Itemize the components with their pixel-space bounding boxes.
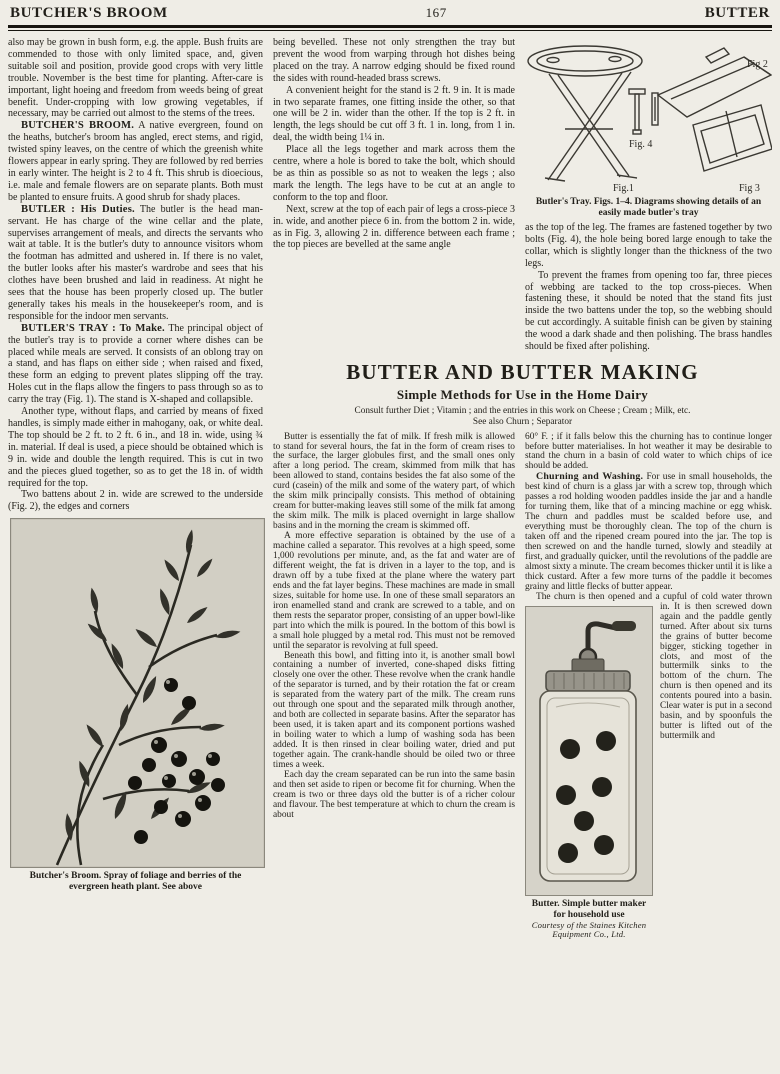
- fig4-label: Fig. 4: [629, 139, 653, 150]
- paragraph: Two battens about 2 in. wide are screwed to the underside (Fig. 2), the edges and corners: [8, 489, 263, 513]
- running-head: [8, 3, 772, 24]
- paragraph: also may be grown in bush form, e.g. the apple. Bush fruits are commended to those with only limited space, and, given suitable soil and position, provide good crops with very little trouble. November is the best time for planting. After-care is important, light hoeing and freedom from weeds being of great benefit. Under-cropping with low growing vegetables, if necessary, may be carried out almost to the stems of the trees.: [8, 37, 263, 120]
- page-number: 167: [425, 5, 447, 20]
- top-row: [273, 37, 772, 353]
- paragraph: Place all the legs together and mark across them the centre, where a hole is bored to take the bolt, which should be as thin as possible so as not to weaken the legs ; also mark the length. The legs have to be cut at an angle to conform to the top and floor.: [273, 144, 515, 203]
- churn-caption: Butter. Simple butter maker for household use: [531, 898, 647, 920]
- churn-credit: Courtesy of the Staines Kitchen Equipment Co., Ltd.: [531, 919, 647, 940]
- paragraph-headword: BUTLER'S TRAY : To Make.: [21, 322, 165, 334]
- paragraph: 60° F. ; if it falls below this the churning has to continue longer before butter materialises. In hot weather it may be desirable to stand the churn in a basin of cold water to which chips of ice should be added.: [525, 431, 772, 472]
- paragraph: Beneath this bowl, and fitting into it, is another small bowl containing a number of inverted, cone-shaped disks fitting closely one over the other. These revolve when the crank handle of the separator is turned, and by their rotation the fat or cream is separated from the watery part of the milk. The cream runs out through one spout and the separated milk through another, and both are collected in separate basins. After the separator has been used, it is taken apart and its component portions washed in boiling water to which a lump of washing soda has been added. It is then rinsed in clear boiling water, dried and put together again. The crank-handle should be oiled two or three times a week.: [273, 650, 515, 771]
- paragraph: Butter is essentially the fat of milk. If fresh milk is allowed to stand for several hours, the fat in the form of cream rises to the surface, the larger globules first, and the small ones only after a long period. The cream, skimmed from milk that has been allowed to stand, contains besides the fat also some of the curd (casein) of the milk and some of the watery part, of which the skim milk principally consists. This method of obtaining cream for butter-making leaves still some of the milk fat among the skim milk. The milk is placed overnight in large shallow basins and in the morning the cream is skimmed off.: [273, 431, 515, 532]
- paragraph: BUTLER'S TRAY : To Make. The principal object of the butler's tray is to provide a corner where dishes can be placed while meals are served. It consists of an oblong tray on a stand, and has flaps on either side ; when raised and fixed, these form an edging to prevent plates slipping off the tray. Holes cut in the flaps allow the fingers to pass through so as to carry the tray (Fig. 1). The stand is X-shaped and collapsible.: [8, 322, 263, 406]
- paragraph-headword: BUTCHER'S BROOM.: [21, 120, 135, 132]
- consult-line: Consult further Diet ; Vitamin ; and the entries in this work on Cheese ; Cream ; Milk, etc.: [354, 405, 691, 416]
- section-title: BUTTER AND BUTTER MAKING: [346, 359, 699, 384]
- paragraph: Churning and Washing. For use in small households, the best kind of churn is a glass jar with a screw top, through which passes a rod holding wooden paddles inside the jar and a handle for turning them, like that of a mincing machine or egg whisk. The churn and paddles must be scalded before use, and everything must be thoroughly clean. The top of the churn is taken off and the ripened cream poured into the jar. The top is then screwed on and the handle turned, slowly and steadily at first, and gradually quicker, until the revolutions of the paddle are almost sixty a minute. The cream becomes thicker until it is like a thick custard. After a few more turns of the paddle it becomes grainy and little flecks of butter appear.: [525, 471, 773, 592]
- paragraph: A more effective separation is obtained by the use of a machine called a separator. This revolves at a high speed, some 1,000 revolutions per minute, and, as the fat and water are of different weight, the fat is driven in a layer to the top, and is drawn off by a tube fixed at the plane where the watery part ends and the fat layer begins. These machines are made in small sizes, suitable for home use. In one of these small separators an iron enamelled stand and crank are screwed to a table, and on them rests the separator proper, consisting of an upper bowl-like part into which the milk is poured. In the bottom of this bowl is a small hole plugged by a metal rod. This must not be removed until the separator is revolving at full speed.: [273, 531, 515, 651]
- butchers-broom-photo: [10, 518, 265, 868]
- paragraph: A convenient height for the stand is 2 ft. 9 in. It is made in two separate frames, one fitting inside the other, so that one will be 2 in. wider than the other. If the top is 2 ft. in length, the legs should be cut off 3 ft. 1 in. long, from 1 in. deal, the width being 1¼ in.: [273, 84, 515, 144]
- paragraph: Each day the cream separated can be run into the same basin and then set aside to ripen or become fit for churning. When the cream is two or three days old the butter is of a richer colour and flavour. The best temperature at which to churn the cream is about: [273, 769, 515, 820]
- butter-right-text: [525, 433, 772, 942]
- tray-caption: Butler's Tray. Figs. 1–4. Diagrams showing details of an easily made butler's tray: [535, 197, 762, 218]
- plant-caption: Butcher's Broom. Spray of foliage and berries of the evergreen heath plant. See above: [29, 871, 242, 893]
- see-also-line: See also Churn ; Separator: [472, 416, 573, 427]
- paragraph: BUTCHER'S BROOM. A native evergreen, found on the heaths, butcher's broom has angled, erect stems, and rigid, twisted spiny leaves, on the centre of which the greenish white flowers appear in early spring. They are followed by red berries in early winter. The height is 2 to 4 ft. This shrub is dioecious, i.e. male and female flowers are on separate plants. Both must be planted to ensure fruits. A good shrub for shady places.: [8, 120, 263, 203]
- right-column-text: [525, 222, 772, 353]
- butter-left-text: [273, 433, 515, 942]
- middle-column-text: [273, 37, 515, 353]
- paragraph: BUTLER : His Duties. The butler is the head man-servant. He has charge of the wine cellar and the plate, supervises arrangement of meals, and directs the servants who wait at table. It is the butler's duty to announce visitors whom the footman has admitted and ushered in. If there is no valet, the butler looks after his master's wardrobe and sees that his clothes have been brushed and laid in readiness. At night he sees that the house has been properly closed up. The butler generally takes his meals in the housekeeper's room, and is responsible for the indoor men servants.: [8, 203, 264, 322]
- fig2-label: Fig 2: [747, 59, 768, 70]
- cross-references: [273, 406, 772, 428]
- right-column: [525, 37, 772, 353]
- paragraph: as the top of the leg. The frames are fastened together by two bolts (Fig. 4), the hole being bored large enough to take the collar, which is slightly longer than the thickness of the two legs.: [525, 222, 772, 269]
- wrap-paragraph-start: The churn is then opened and a cupful of: [536, 591, 699, 602]
- churning-wrap-paragraph: [525, 591, 773, 940]
- butter-section-header: [273, 360, 772, 428]
- paragraph: being bevelled. These not only strengthen the tray but prevent the wood from warping through hot dishes being placed on the tray. A narrow edging should be fixed round the sides with round-headed brass screws.: [273, 37, 515, 84]
- left-column-text: [8, 37, 263, 513]
- header-rule: [8, 25, 772, 31]
- paragraph: Next, screw at the top of each pair of legs a cross-piece 3 in. wide, and another piece 6 in. from the bottom 2 in. wide, as in Fig. 3, allowing 2 in. difference between each frame ; the top pieces are bevelled at the same angle: [273, 203, 515, 251]
- paragraph: To prevent the frames from opening too far, three pieces of webbing are tacked to the top cross-pieces. When fastening these, it should be noted that the stand fits just inside the two battens under the top, so the webbing should be cut accordingly. A suitable finish can be given by staining the wood a dark shade and then polishing. The brass handles should be fixed after polishing.: [525, 269, 772, 353]
- paragraph-headword: BUTLER : His Duties.: [21, 203, 135, 215]
- fig1-label: Fig.1: [613, 183, 634, 194]
- left-column: [8, 37, 263, 942]
- butter-columns: [273, 433, 772, 942]
- page-columns: [8, 37, 772, 942]
- butter-right-paragraphs: [525, 433, 772, 593]
- churn-photo: [525, 606, 653, 896]
- running-head-right: BUTTER: [704, 5, 770, 21]
- paragraph: Another type, without flaps, and carried by means of fixed handles, is simply made either in mahogany, oak, or white deal. The top should be 2 ft. to 2 ft. 6 in., and 18 in. wide, using ¾ in. material. If deal is used, a piece should be obtained which is 9 in. wide and double the length required. This is cut in two and the pieces glued together, so as to get the 18 in. of width required for the top.: [8, 406, 263, 489]
- wrap-paragraph-rest: cold water thrown in. It is then screwed down again and the paddle gently turned. After about six turns the grains of butter become bigger, sticking together in clots, and most of the buttermilk sinks to the bottom of the churn. The churn is then opened and its contents poured into a basin. Clear water is put in a second basin, and by spoonfuls the butter is lifted out of the buttermilk and: [660, 591, 773, 742]
- butchers-broom-photo-figure: [10, 518, 261, 893]
- butlers-tray-diagram: [525, 37, 772, 195]
- right-area: [273, 37, 772, 942]
- fig3-label: Fig 3: [739, 183, 760, 194]
- paragraph-headword: Churning and Washing.: [536, 471, 644, 483]
- section-subtitle: Simple Methods for Use in the Home Dairy: [396, 386, 649, 402]
- churn-figure: [525, 606, 653, 940]
- running-head-left: BUTCHER'S BROOM: [10, 5, 168, 21]
